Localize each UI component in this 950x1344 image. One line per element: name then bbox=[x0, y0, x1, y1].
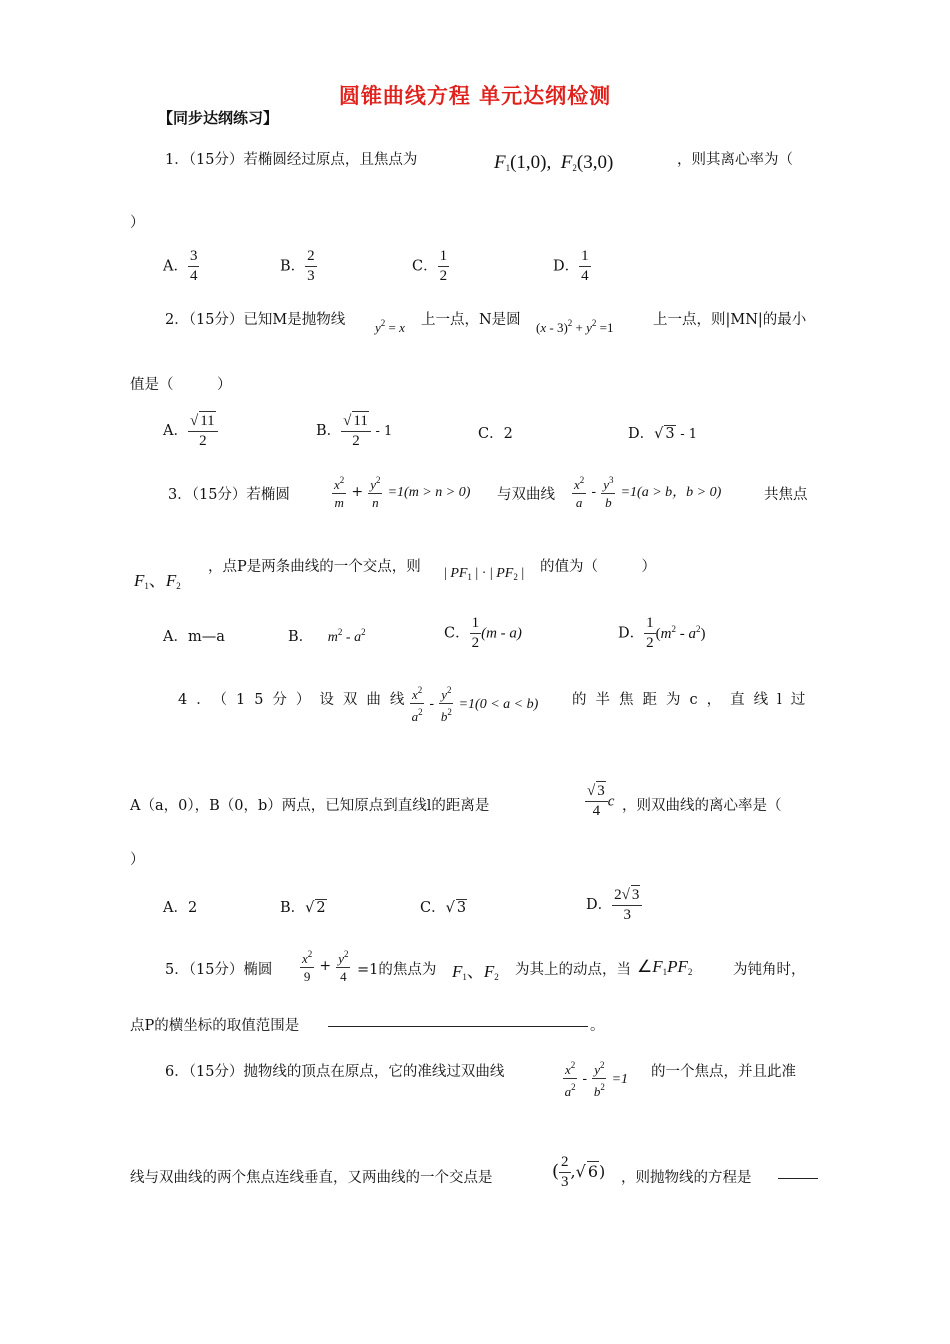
option-label: B． bbox=[280, 258, 306, 275]
q2-lead: 2．（15分）已知M是抛物线 bbox=[165, 312, 346, 328]
q3-option-a[interactable] bbox=[163, 625, 225, 646]
q6-answer-blank[interactable] bbox=[778, 1178, 818, 1179]
q4-option-d[interactable] bbox=[586, 885, 642, 925]
option-label: D． bbox=[553, 258, 580, 275]
q3-foci: $F_1$、$F_2$ bbox=[134, 571, 181, 591]
option-label: A． bbox=[163, 629, 188, 645]
q5-end: 。 bbox=[590, 1018, 605, 1034]
option-radicand: 2 bbox=[316, 900, 326, 916]
q5-mid2: 为其上的动点，当 bbox=[515, 962, 631, 978]
option-radicand: 3 bbox=[665, 426, 675, 442]
option-label: B． bbox=[316, 423, 342, 439]
q6-intersection-point: ( $\frac{2}{3}$ ,√ 6) bbox=[552, 1154, 606, 1190]
option-fraction: $\frac{2}{3}$ bbox=[307, 248, 315, 284]
option-label: D． bbox=[618, 625, 645, 642]
q2-option-a[interactable] bbox=[163, 411, 218, 451]
q2-circle-formula: $(x - 3)^2 + y^2 =1$ bbox=[536, 318, 614, 335]
q4-hyperbola-formula: $\frac{x^2}{a^2}$ - $\frac{y^2}{b^2}$ =1(0 < a < b) bbox=[410, 682, 538, 725]
q1-foci: $F_1(1,0)$, $F_2(3,0)$ bbox=[494, 152, 614, 173]
q6-hyperbola-formula: $\frac{x^2}{a^2}$ - $\frac{y^2}{b^2}$ =1 bbox=[563, 1057, 628, 1100]
option-label: A． bbox=[163, 423, 188, 439]
q1-option-a[interactable] bbox=[163, 247, 199, 286]
option-label: B． bbox=[288, 629, 314, 645]
option-expr: (m - a) bbox=[481, 625, 522, 642]
q5-foci: $F_1$、$F_2$ bbox=[452, 962, 499, 982]
q4-option-a[interactable] bbox=[163, 896, 197, 917]
option-label: B． bbox=[280, 900, 306, 916]
q4-line2a: A（a，0），B（0，b）两点，已知原点到直线l的距离是 bbox=[130, 798, 490, 814]
q4-distance-formula: $\frac{√ 3}{4}$ c bbox=[587, 783, 615, 819]
page-title: 圆锥曲线方程 单元达纲检测 bbox=[338, 84, 612, 108]
option-label: D． bbox=[628, 426, 655, 442]
q4-option-c[interactable]: C．√ 3 bbox=[420, 900, 467, 916]
q4-option-b[interactable]: B．√ 2 bbox=[280, 900, 326, 916]
q6-point-text: ，则抛物线的方程是 bbox=[621, 1170, 752, 1186]
q3-mid: 与双曲线 bbox=[497, 487, 555, 503]
section-heading: 【同步达纲练习】 bbox=[158, 109, 279, 127]
q3-product-expr: | $PF_1$ | · | $PF_2$ | bbox=[444, 566, 525, 582]
option-fraction: $\frac{1}{2}$ bbox=[471, 615, 480, 651]
option-text: m—a bbox=[187, 629, 225, 645]
q3-option-c[interactable] bbox=[444, 614, 522, 653]
q5-lead: 5．（15分）椭圆 bbox=[165, 962, 273, 978]
option-fraction: $\frac{√ 11}{2}$ bbox=[341, 411, 371, 451]
q6-tail: 的一个焦点，并且此准 bbox=[651, 1064, 796, 1080]
q2-mid1: 上一点，N是圆 bbox=[421, 312, 521, 328]
option-tail: - 1 bbox=[680, 427, 698, 442]
option-label: C． bbox=[420, 900, 446, 916]
option-text: 2 bbox=[187, 900, 198, 916]
q5-ellipse-formula: $\frac{x^2}{9}$ + $\frac{y^2}{4}$ bbox=[300, 946, 350, 985]
option-label: C． bbox=[444, 625, 470, 642]
q6-line2: 线与双曲线的两个焦点连线垂直，又两曲线的一个交点是 bbox=[130, 1170, 493, 1186]
q3-hyperbola-formula: $\frac{x^2}{a}$ - $\frac{y^3}{b}$ =1(a > b，b > 0) bbox=[572, 472, 721, 511]
q2-option-b[interactable] bbox=[316, 411, 392, 451]
q1-close: ） bbox=[130, 215, 145, 231]
q2-mid2: 上一点，则|MN|的最小 bbox=[653, 312, 807, 328]
q5-angle: $\angle F_1PF_2$ bbox=[637, 957, 693, 977]
option-fraction: $\frac{2√ 3}{3}$ bbox=[612, 885, 642, 925]
option-fraction: $\frac{√ 11}{2}$ bbox=[188, 411, 218, 451]
q1-option-c[interactable] bbox=[412, 247, 449, 286]
q4-lead: 4．（15分）设双曲线 bbox=[178, 692, 414, 708]
q5-mid1: =1的焦点为 bbox=[357, 962, 437, 978]
option-fraction: $\frac{3}{4}$ bbox=[189, 248, 198, 284]
option-fraction: $\frac{1}{2}$ bbox=[439, 248, 448, 284]
option-fraction: $\frac{1}{4}$ bbox=[581, 248, 589, 284]
option-label: D． bbox=[586, 897, 613, 913]
option-text: 2 bbox=[503, 426, 513, 442]
option-label: C． bbox=[412, 258, 438, 275]
option-tail: - 1 bbox=[375, 424, 393, 439]
q2-option-d[interactable]: D．√ 3 - 1 bbox=[628, 426, 698, 442]
option-formula: $m^2 - a^2$ bbox=[327, 627, 366, 645]
q5-answer-blank[interactable] bbox=[328, 1026, 588, 1027]
q3-lead: 3．（15分）若椭圆 bbox=[168, 487, 290, 503]
q3-line2b: 的值为（ ） bbox=[540, 559, 656, 575]
q4-tail: 的半焦距为c，直线l过 bbox=[572, 692, 815, 708]
q2-line2: 值是（ ） bbox=[130, 377, 232, 393]
q2-parabola-formula: $y^2 = x$ bbox=[375, 318, 405, 335]
q4-close: ） bbox=[130, 852, 145, 868]
q1-tail: ，则其离心率为（ bbox=[677, 152, 793, 168]
q3-tail: 共焦点 bbox=[764, 487, 808, 503]
option-fraction: $\frac{1}{2}$ bbox=[646, 615, 654, 651]
q6-lead: 6．（15分）抛物线的顶点在原点，它的准线过双曲线 bbox=[165, 1064, 505, 1080]
option-label: A． bbox=[163, 258, 188, 275]
q3-ellipse-formula: $\frac{x^2}{m}$ + $\frac{y^2}{n}$ =1(m > n > 0) bbox=[332, 472, 470, 511]
q1-option-d[interactable] bbox=[553, 247, 591, 286]
option-expr: $(m^2 - a^2)$ bbox=[655, 623, 706, 642]
q3-option-b[interactable] bbox=[288, 625, 366, 646]
q1-option-b[interactable] bbox=[280, 247, 317, 286]
q3-line2a: ，点P是两条曲线的一个交点，则 bbox=[208, 559, 421, 575]
option-radicand: 3 bbox=[456, 900, 467, 916]
q5-tail: 为钝角时， bbox=[733, 962, 806, 978]
q4-line2b: ，则双曲线的离心率是（ bbox=[622, 798, 782, 814]
option-label: A． bbox=[163, 900, 188, 916]
option-label: C． bbox=[478, 426, 504, 442]
q2-option-c[interactable] bbox=[478, 422, 513, 443]
q1-lead: 1．（15分）若椭圆经过原点，且焦点为 bbox=[165, 152, 418, 168]
q3-option-d[interactable] bbox=[618, 614, 705, 653]
q5-line2: 点P的横坐标的取值范围是 bbox=[130, 1018, 300, 1034]
